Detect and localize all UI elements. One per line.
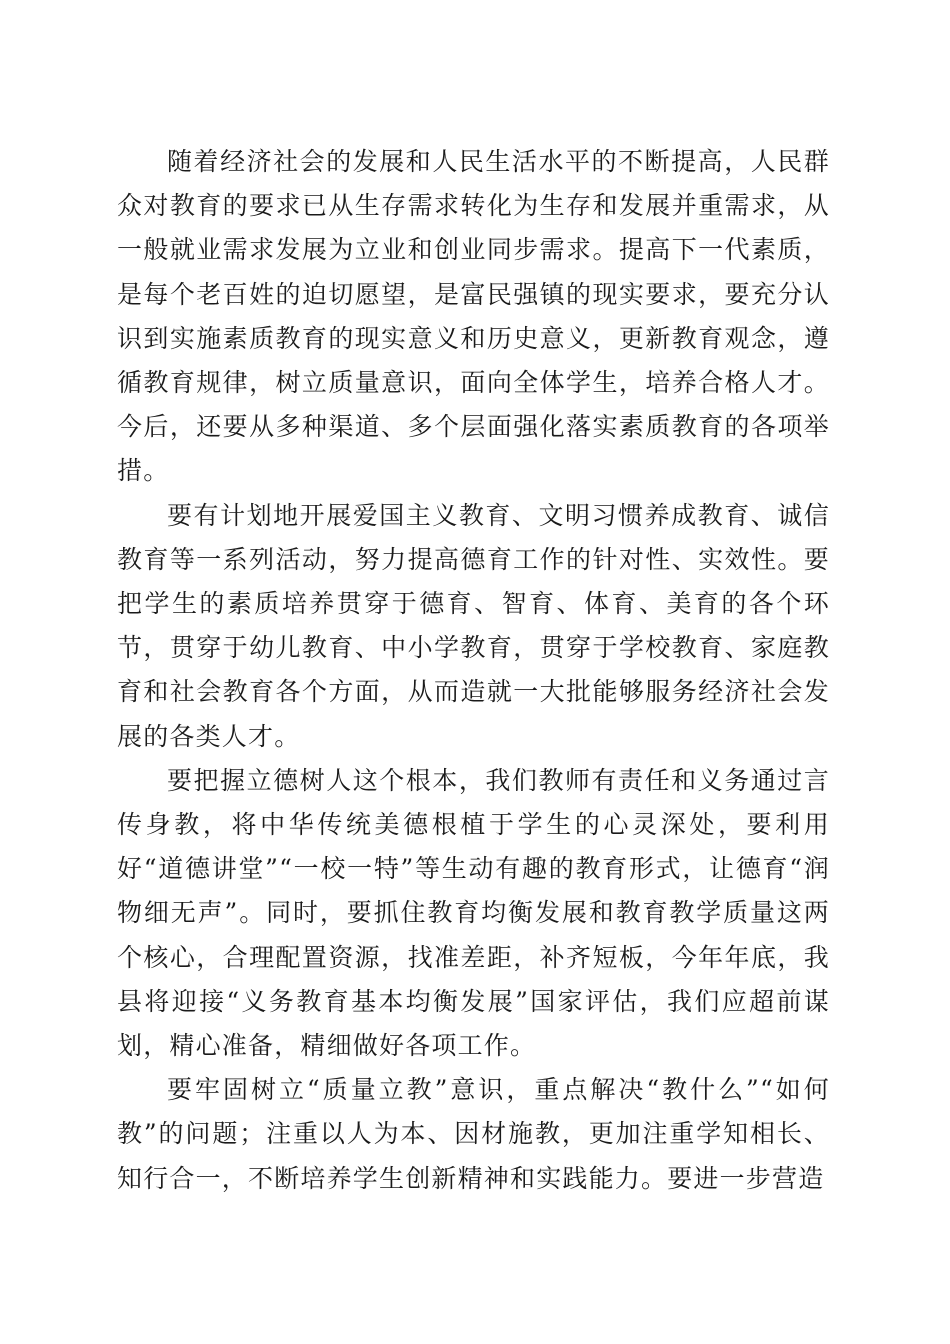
paragraph-1: 随着经济社会的发展和人民生活水平的不断提高，人民群众对教育的要求已从生存需求转化为生存和发展并重需求，从一般就业需求发展为立业和创业同步需求。提高下一代素质，是每个老百姓的迫切愿望，是富民强镇的现实要求，要充分认识到实施素质教育的现实意义和历史意义，更新教育观念，遵循教育规律，树立质量意识，面向全体学生，培养合格人才。今后，还要从多种渠道、多个层面强化落实素质教育的各项举措。 [117,147,830,486]
document-body [117,140,830,1201]
paragraph-4: 要牢固树立“质量立教”意识，重点解决“教什么”“如何教”的问题；注重以人为本、因材施教，更加注重学知相长、知行合一，不断培养学生创新精神和实践能力。要进一步营造 [117,1075,830,1193]
paragraph-2: 要有计划地开展爱国主义教育、文明习惯养成教育、诚信教育等一系列活动，努力提高德育工作的针对性、实效性。要把学生的素质培养贯穿于德育、智育、体育、美育的各个环节，贯穿于幼儿教育、中小学教育，贯穿于学校教育、家庭教育和社会教育各个方面，从而造就一大批能够服务经济社会发展的各类人才。 [117,500,830,751]
paragraph-3: 要把握立德树人这个根本，我们教师有责任和义务通过言传身教，将中华传统美德根植于学生的心灵深处，要利用好“道德讲堂”“一校一特”等生动有趣的教育形式，让德育“润物细无声”。同时，要抓住教育均衡发展和教育教学质量这两个核心，合理配置资源，找准差距，补齐短板，今年年底，我县将迎接“义务教育基本均衡发展”国家评估，我们应超前谋划，精心准备，精细做好各项工作。 [117,765,830,1061]
